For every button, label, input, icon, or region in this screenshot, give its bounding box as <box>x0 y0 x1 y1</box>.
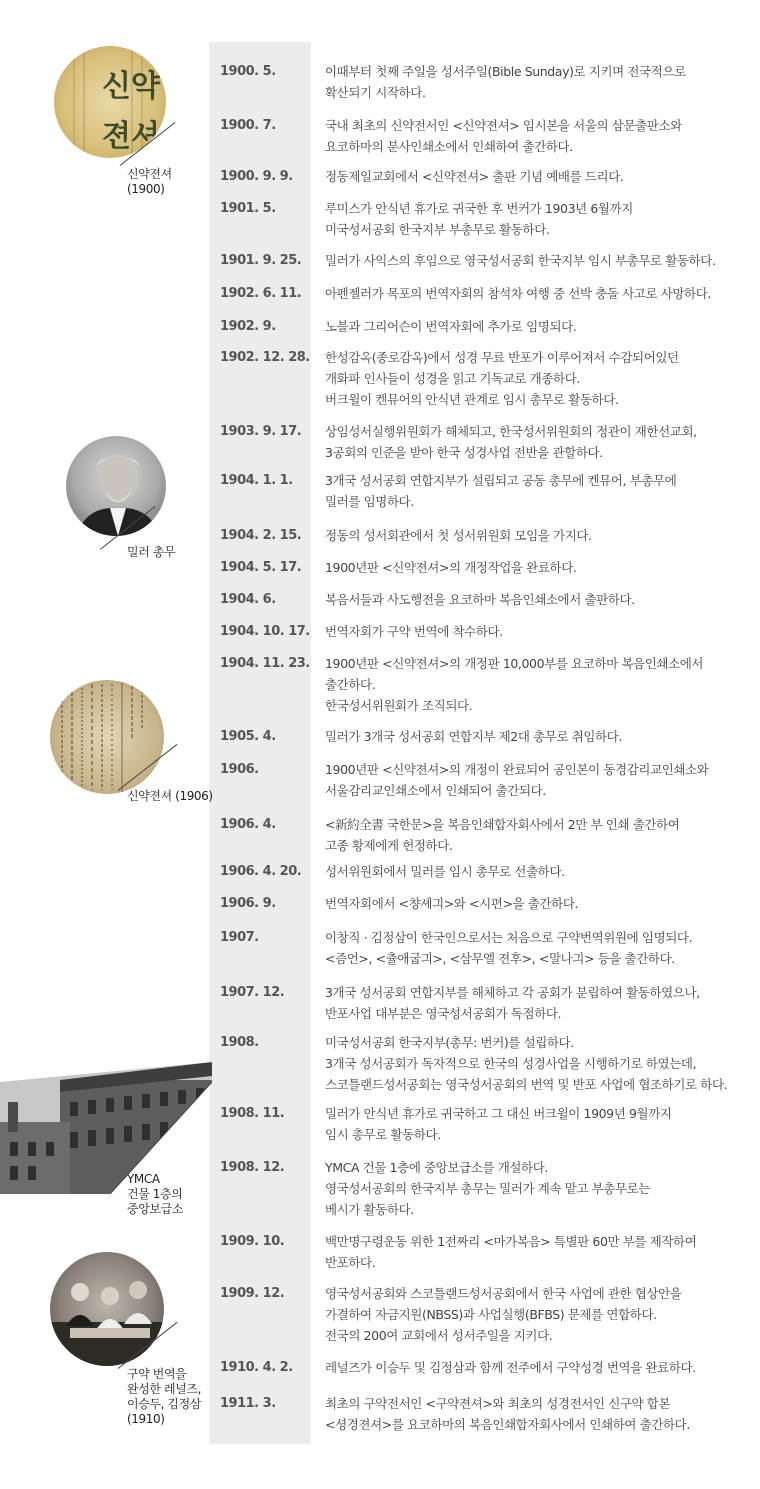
caption-nt1906: 신약젼셔 (1906) <box>127 789 213 803</box>
caption-ymca: YMCA 건물 1층의 중앙보급소 <box>127 1172 183 1216</box>
timeline-description <box>325 982 755 1024</box>
timeline-description-line: 미국성서공회 한국지부 부총무로 활동하다. <box>325 222 550 237</box>
timeline-description-line: 이때부터 첫째 주일을 성서주일(Bible Sunday)로 지키며 전국적으로 <box>325 64 686 79</box>
timeline-description-line: 미국성서공회 한국지부(총무: 번커)를 설립하다. <box>325 1035 574 1050</box>
timeline-date: 1902. 9. <box>220 319 276 334</box>
timeline-description-line: 버크윌이 켄뮤어의 안식년 관계로 임시 총무로 활동하다. <box>325 392 619 407</box>
timeline-description-line: 3개국 성서공회가 독자적으로 한국의 성경사업을 시행하기로 하였는데, <box>325 1056 697 1071</box>
timeline-date: 1900. 5. <box>220 64 276 79</box>
timeline-description <box>325 861 755 882</box>
timeline-description-line: 1900년판 <신약젼셔>의 개정이 완료되어 공인본이 동경감리교인쇄소와 <box>325 762 709 777</box>
timeline-description <box>325 421 755 463</box>
timeline-description <box>325 283 755 304</box>
timeline-description-line: 서울감리교인쇄소에서 인쇄되어 출간되다. <box>325 783 546 798</box>
timeline-description <box>325 893 755 914</box>
timeline-date: 1903. 9. 17. <box>220 424 302 439</box>
timeline-description-line: 3개국 성서공회 연합지부를 해체하고 각 공회가 분립하여 활동하였으나, <box>325 985 700 1000</box>
caption-ot1910: 구약 번역을 완성한 레널즈, 이승두, 김정삼 (1910) <box>127 1367 201 1426</box>
timeline-description-line: 상임성서실행위원회가 해체되고, 한국성서위원회의 정관이 재한선교회, <box>325 424 697 439</box>
timeline-description-line: 노블과 그리어슨이 번역자회에 추가로 임명되다. <box>325 319 577 334</box>
timeline-date: 1910. 4. 2. <box>220 1360 293 1375</box>
timeline-date: 1904. 11. 23. <box>220 656 310 671</box>
timeline-description-line: 반포하다. <box>325 1255 376 1270</box>
timeline-description-line: 밀러가 3개국 성서공회 연합지부 제2대 총무로 취임하다. <box>325 729 622 744</box>
timeline-date: 1902. 6. 11. <box>220 286 302 301</box>
timeline-date: 1904. 2. 15. <box>220 528 302 543</box>
timeline-description <box>325 1283 755 1346</box>
timeline-date: 1902. 12. 28. <box>220 350 310 365</box>
timeline-date: 1909. 10. <box>220 1234 285 1249</box>
timeline-description-line: 아펜젤러가 목포의 번역자회의 참석차 여행 중 선박 충돌 사고로 사망하다. <box>325 286 711 301</box>
timeline-date: 1900. 9. 9. <box>220 169 293 184</box>
timeline-description-line: 영국성서공회와 스코틀랜드성서공회에서 한국 사업에 관한 협상안을 <box>325 1286 682 1301</box>
timeline-description-line: 베시가 활동하다. <box>325 1202 414 1217</box>
timeline-date: 1906. 4. 20. <box>220 864 302 879</box>
timeline-description-line: 요코하마의 분사인쇄소에서 인쇄하여 출간하다. <box>325 139 573 154</box>
timeline-description <box>325 316 755 337</box>
ot-translators-1910-photo <box>50 1252 164 1366</box>
timeline-description-line: <新約全書 국한문>을 복음인쇄합자회사에서 2만 부 인쇄 출간하여 <box>325 817 680 832</box>
timeline-date: 1904. 5. 17. <box>220 560 302 575</box>
timeline-description <box>325 115 755 157</box>
timeline-description-line: 이창직 · 김정삼이 한국인으로서는 처음으로 구약번역위원에 임명되다. <box>325 930 693 945</box>
timeline-date: 1909. 12. <box>220 1286 285 1301</box>
timeline-date: 1911. 3. <box>220 1396 276 1411</box>
timeline-description <box>325 1103 755 1145</box>
timeline-date: 1901. 9. 25. <box>220 253 302 268</box>
timeline-description <box>325 653 755 716</box>
timeline-description <box>325 198 755 240</box>
timeline-description-line: 1900년판 <신약젼셔>의 개정작업을 완료하다. <box>325 560 577 575</box>
timeline-description <box>325 814 755 856</box>
timeline-description-line: 고종 황제에게 헌정하다. <box>325 838 453 853</box>
caption-miller: 밀러 총무 <box>127 545 176 559</box>
svg-text:젼셔: 젼셔 <box>102 119 160 154</box>
timeline-description <box>325 1231 755 1273</box>
timeline-description <box>325 589 755 610</box>
timeline-description-line: <셩경젼셔>를 요코하마의 복음인쇄합자회사에서 인쇄하여 출간하다. <box>325 1417 690 1432</box>
timeline-date: 1908. <box>220 1035 259 1050</box>
timeline-description-line: 루미스가 안식년 휴가로 귀국한 후 번커가 1903년 6월까지 <box>325 201 633 216</box>
timeline-date: 1906. 4. <box>220 817 276 832</box>
timeline-date: 1906. 9. <box>220 896 276 911</box>
timeline-description <box>325 1393 755 1435</box>
timeline-description-line: 전국의 200여 교회에서 성서주일을 지키다. <box>325 1328 553 1343</box>
timeline-description-line: 밀러가 안식년 휴가로 귀국하고 그 대신 버크윌이 1909년 9월까지 <box>325 1106 672 1121</box>
timeline-description <box>325 557 755 578</box>
timeline-description-line: 밀러를 임명하다. <box>325 494 414 509</box>
timeline-description-line: 국내 최초의 신약전서인 <신약젼셔> 임시본을 서울의 삼문출판소와 <box>325 118 682 133</box>
timeline-description-line: 가결하여 자금지원(NBSS)과 사업실행(BFBS) 문제를 연합하다. <box>325 1307 657 1322</box>
timeline-description-line: 한성감옥(종로감옥)에서 성경 무료 반포가 이루어져서 수감되어있던 <box>325 350 679 365</box>
timeline-description <box>325 726 755 747</box>
timeline-description-line: 레널즈가 이승두 및 김정삼과 함께 전주에서 구약성경 번역을 완료하다. <box>325 1360 696 1375</box>
timeline-description-line: 백만명구령운동 위한 1전짜리 <마가복음> 특별판 60만 부를 제작하여 <box>325 1234 697 1249</box>
timeline-description-line: <즘언>, <츌애굽긔>, <삼무엘 젼후>, <말나긔> 등을 출간하다. <box>325 951 675 966</box>
miller-portrait-photo <box>66 436 166 536</box>
timeline-description-line: 확산되기 시작하다. <box>325 85 426 100</box>
timeline-description-line: 성서위원회에서 밀러를 임시 총무로 선출하다. <box>325 864 565 879</box>
timeline-description <box>325 347 755 410</box>
new-testament-1906-photo <box>50 680 164 794</box>
timeline-date: 1907. <box>220 930 259 945</box>
timeline-description <box>325 927 755 969</box>
timeline-description-line: 영국성서공회의 한국지부 총무는 밀러가 계속 맡고 부총무로는 <box>325 1181 650 1196</box>
timeline-description-line: 개화파 인사들이 성경을 읽고 기독교로 개종하다. <box>325 371 580 386</box>
timeline-date: 1901. 5. <box>220 201 276 216</box>
timeline-date: 1904. 1. 1. <box>220 473 293 488</box>
timeline-description-line: YMCA 건물 1층에 중앙보급소를 개설하다. <box>325 1160 548 1175</box>
timeline-description-line: 임시 총무로 활동하다. <box>325 1127 441 1142</box>
caption-nt1900: 신약젼셔 (1900) <box>127 167 172 196</box>
timeline-description <box>325 759 755 801</box>
timeline-description-line: 3개국 성서공회 연합지부가 설립되고 공동 총무에 켄뮤어, 부총무에 <box>325 473 677 488</box>
timeline-description-line: 반포사업 대부분은 영국성서공회가 독점하다. <box>325 1006 562 1021</box>
timeline-description-line: 1900년판 <신약젼셔>의 개정판 10,000부를 요코하마 복음인쇄소에서 <box>325 656 704 671</box>
timeline-description <box>325 621 755 642</box>
timeline-description-line: 정동제일교회에서 <신약젼셔> 출판 기념 예배를 드리다. <box>325 169 624 184</box>
timeline-description-line: 복음서들과 사도행전을 요코하마 복음인쇄소에서 출판하다. <box>325 592 635 607</box>
timeline-description-line: 출간하다. <box>325 677 376 692</box>
timeline-description-line: 3공회의 인준을 받아 한국 성경사업 전반을 관할하다. <box>325 445 603 460</box>
timeline-description <box>325 525 755 546</box>
timeline-description <box>325 1357 755 1378</box>
timeline-date: 1904. 10. 17. <box>220 624 310 639</box>
timeline-date: 1904. 6. <box>220 592 276 607</box>
timeline-description-line: 번역자회가 구약 번역에 착수하다. <box>325 624 503 639</box>
timeline-description-line: 최초의 구약전서인 <구약젼셔>와 최초의 성경전서인 신구약 합본 <box>325 1396 671 1411</box>
timeline-description <box>325 470 755 512</box>
timeline-date: 1908. 12. <box>220 1160 285 1175</box>
timeline-description <box>325 61 755 103</box>
timeline-date: 1908. 11. <box>220 1106 285 1121</box>
timeline-description <box>325 250 755 271</box>
timeline-date: 1907. 12. <box>220 985 285 1000</box>
timeline-date: 1905. 4. <box>220 729 276 744</box>
timeline-date: 1900. 7. <box>220 118 276 133</box>
timeline-description-line: 번역자회에서 <챵셰긔>와 <시편>을 출간하다. <box>325 896 579 911</box>
timeline-description-line: 밀러가 사익스의 후임으로 영국성서공회 한국지부 임시 부총무로 활동하다. <box>325 253 716 268</box>
timeline-description <box>325 1032 755 1095</box>
timeline-description-line: 정동의 성서회관에서 첫 성서위원회 모임을 가지다. <box>325 528 592 543</box>
timeline-description-line: 한국성서위원회가 조직되다. <box>325 698 473 713</box>
timeline-description <box>325 166 755 187</box>
timeline-description <box>325 1157 755 1220</box>
timeline-description-line: 스코틀랜드성서공회는 영국성서공회의 번역 및 반포 사업에 협조하기로 하다. <box>325 1077 728 1092</box>
cover-title-art: 신약 <box>102 69 160 104</box>
timeline-date: 1906. <box>220 762 259 777</box>
